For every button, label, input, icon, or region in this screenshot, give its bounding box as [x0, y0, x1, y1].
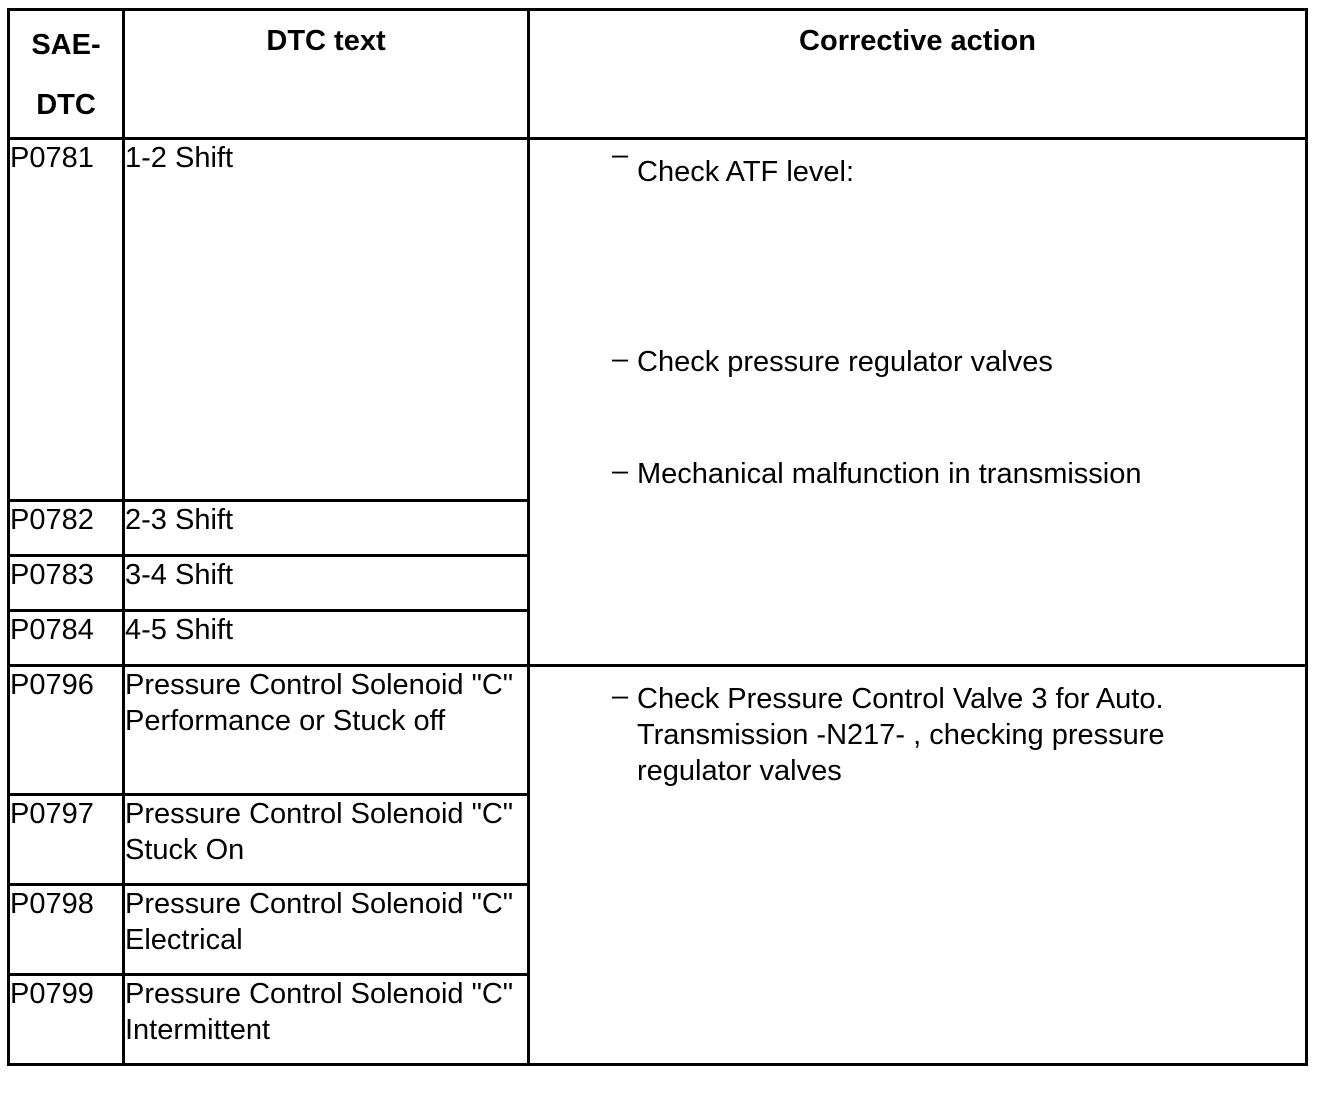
action-item: [530, 190, 1305, 380]
dtc-code: P0798: [9, 885, 124, 975]
action-item: [530, 140, 1305, 190]
header-corrective-action: [529, 10, 1307, 139]
dtc-text: 4-5 Shift: [124, 611, 529, 666]
dash-icon: –: [612, 343, 629, 375]
dtc-text: Pressure Control Solenoid "C" Electrical: [124, 885, 529, 975]
table-row: [9, 666, 1307, 795]
dtc-code: P0799: [9, 975, 124, 1065]
dtc-table: [7, 8, 1308, 1066]
dtc-code: P0797: [9, 795, 124, 885]
action-text: Check Pressure Control Valve 3 for Auto. Transmission -N217- , checking pressure regulator valves: [637, 683, 1165, 787]
dtc-code: P0796: [9, 666, 124, 795]
header-dtc-text-label: DTC text: [266, 25, 386, 57]
header-corrective-action-label: Corrective action: [799, 25, 1036, 57]
header-code-line1: SAE-: [31, 29, 101, 61]
dash-icon: –: [612, 455, 629, 487]
dash-icon: –: [612, 139, 629, 171]
dtc-text: Pressure Control Solenoid "C" Performance or Stuck off: [124, 666, 529, 795]
dtc-code: P0784: [9, 611, 124, 666]
dtc-code: P0781: [9, 139, 124, 501]
dtc-text: 3-4 Shift: [124, 556, 529, 611]
dtc-code: P0783: [9, 556, 124, 611]
header-code-line2: DTC: [36, 89, 96, 121]
dtc-code: P0782: [9, 501, 124, 556]
corrective-action-cell: [529, 139, 1307, 666]
action-text: Check ATF level:: [637, 156, 855, 188]
dtc-text: 2-3 Shift: [124, 501, 529, 556]
dash-icon: –: [612, 680, 629, 712]
corrective-action-cell: [529, 666, 1307, 1065]
action-item: [530, 667, 1305, 789]
action-text: Check pressure regulator valves: [637, 346, 1053, 378]
header-dtc-text: [124, 10, 529, 139]
action-item: [530, 380, 1305, 492]
action-text: Mechanical malfunction in transmission: [637, 458, 1142, 490]
dtc-text: Pressure Control Solenoid "C" Stuck On: [124, 795, 529, 885]
table-row: [9, 139, 1307, 501]
dtc-text: 1-2 Shift: [124, 139, 529, 501]
dtc-text: Pressure Control Solenoid "C" Intermittent: [124, 975, 529, 1065]
table-header-row: [9, 10, 1307, 139]
header-sae-dtc: [9, 10, 124, 139]
